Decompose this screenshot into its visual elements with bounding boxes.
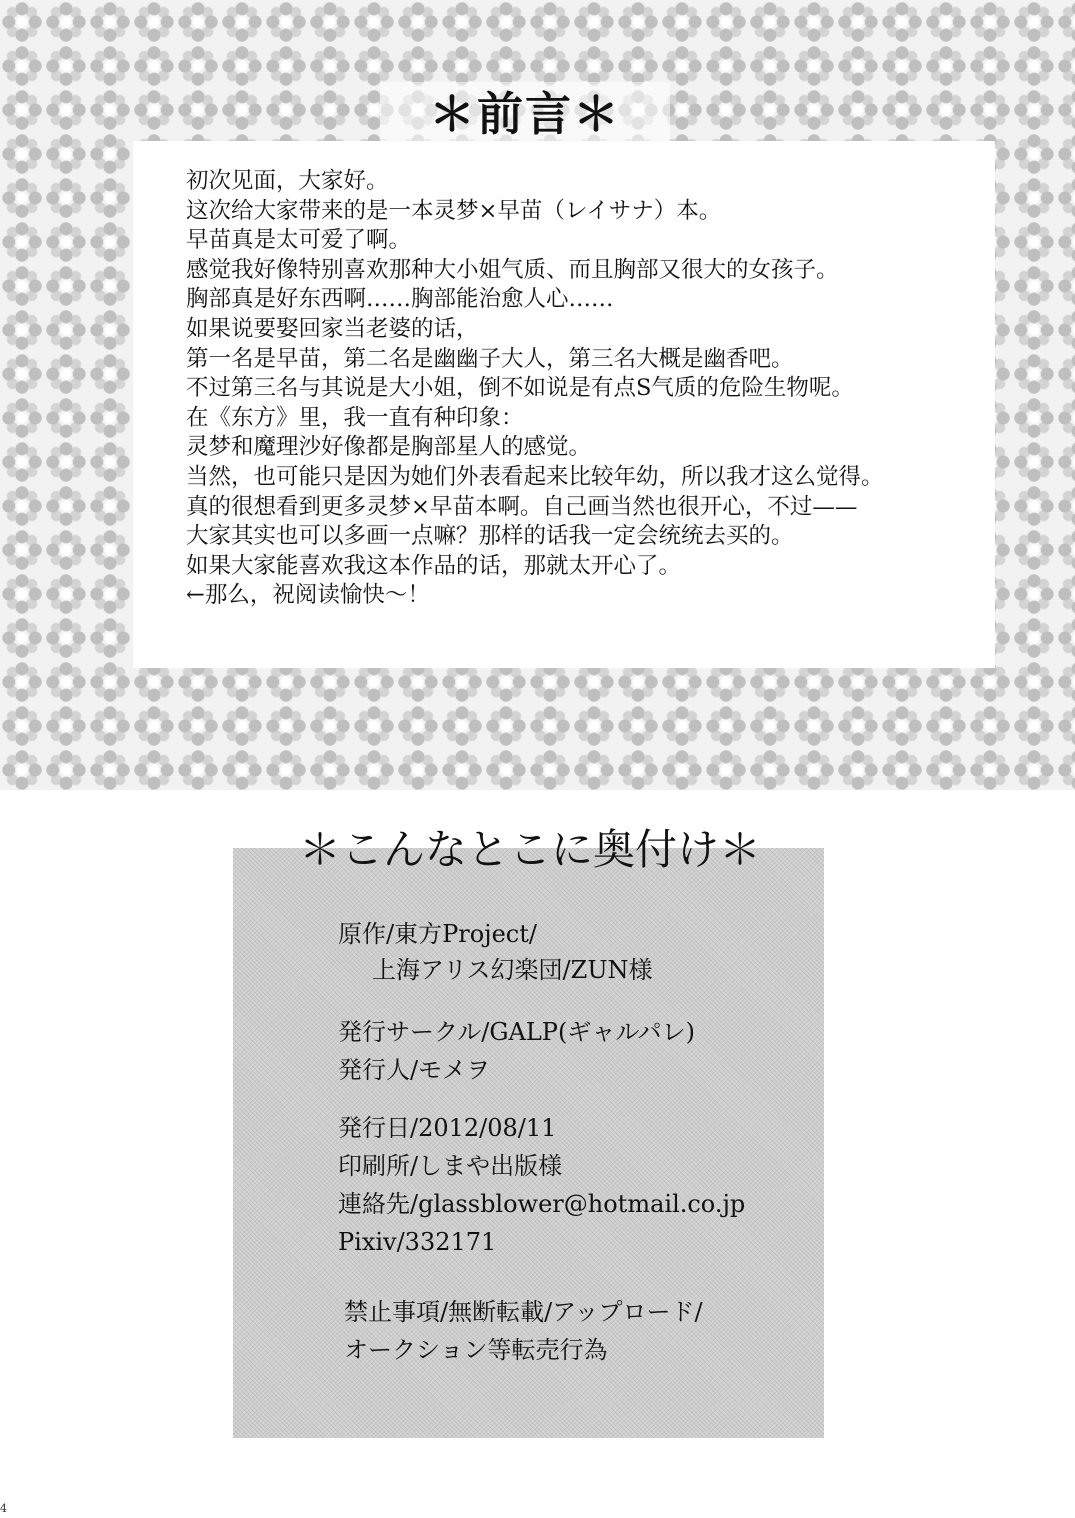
colophon-prohibited: 禁止事項/無断転載/アップロード/	[344, 1298, 703, 1326]
preface-box	[133, 141, 995, 668]
colophon-prohibited-detail: オークション等転売行為	[344, 1336, 608, 1364]
preface-line: 早苗真是太可爱了啊。	[186, 227, 412, 254]
colophon-original: 原作/東方Project/	[338, 920, 537, 948]
preface-text	[186, 167, 884, 611]
preface-line: 如果说要娶回家当老婆的话，	[186, 315, 479, 342]
colophon-printer: 印刷所/しまや出版様	[338, 1152, 563, 1180]
colophon-circle: 発行サークル/GALP(ギャルパレ)	[338, 1018, 696, 1046]
preface-line: 这次给大家带来的是一本灵梦×早苗（レイサナ）本。	[186, 197, 722, 224]
colophon-publisher: 発行人/モメヲ	[338, 1056, 491, 1084]
preface-line: ←那么，祝阅读愉快～！	[186, 582, 430, 609]
page-number: 4	[0, 1502, 7, 1515]
preface-line: 感觉我好像特别喜欢那种大小姐气质、而且胸部又很大的女孩子。	[186, 256, 839, 283]
preface-line: 当然，也可能只是因为她们外表看起来比较年幼，所以我才这么觉得。	[186, 463, 884, 490]
colophon-contact: 連絡先/glassblower@hotmail.co.jp	[338, 1190, 746, 1218]
colophon-date: 発行日/2012/08/11	[338, 1114, 557, 1142]
colophon-pixiv: Pixiv/332171	[338, 1228, 497, 1256]
preface-line: 在《东方》里，我一直有种印象：	[186, 404, 524, 431]
preface-line: 真的很想看到更多灵梦×早苗本啊。自己画当然也很开心，不过——	[186, 493, 858, 520]
preface-line: 灵梦和魔理沙好像都是胸部星人的感觉。	[186, 434, 592, 461]
preface-line: 第一名是早苗，第二名是幽幽子大人，第三名大概是幽香吧。	[186, 345, 794, 372]
preface-line: 大家其实也可以多画一点嘛？那样的话我一定会统统去买的。	[186, 523, 794, 550]
preface-line: 初次见面，大家好。	[186, 168, 389, 194]
colophon-title: ＊こんなとこに奥付け＊	[298, 825, 761, 874]
colophon-original-author: 上海アリス幻楽団/ZUN様	[372, 956, 653, 984]
preface-line: 不过第三名与其说是大小姐，倒不如说是有点S气质的危险生物呢。	[186, 375, 854, 402]
preface-line: 如果大家能喜欢我这本作品的话，那就太开心了。	[186, 552, 682, 579]
preface-title: ＊前言＊	[380, 82, 670, 146]
preface-line: 胸部真是好东西啊……胸部能治愈人心……	[186, 286, 614, 313]
